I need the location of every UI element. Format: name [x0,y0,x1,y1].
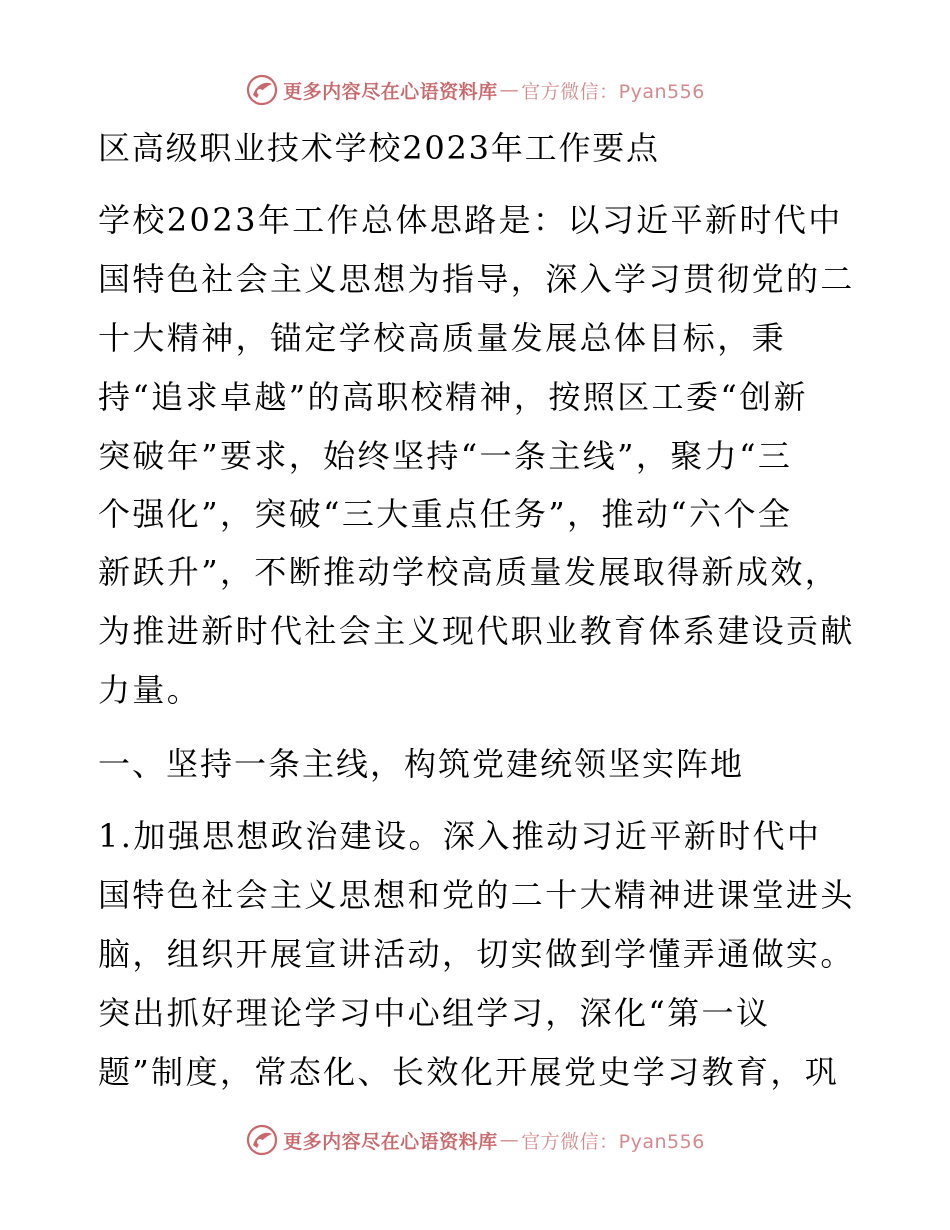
item-line: 题”制度，常态化、长效化开展党史学习教育，巩 [98,1053,840,1091]
intro-line: 力量。 [98,671,202,709]
brand-logo-icon [245,1123,279,1157]
item-line: 1.加强思想政治建设。深入推动习近平新时代中 [98,817,822,855]
intro-line: 持“追求卓越”的高职校精神，按照区工委“创新 [98,378,808,416]
intro-line: 学校2023年工作总体思路是：以习近平新时代中 [98,201,843,239]
watermark-brand: 更多内容尽在心语资料库 [283,1130,498,1153]
watermark-contact: 官方微信：Pyan556 [521,80,705,103]
item-line: 脑，组织开展宣讲活动，切实做到学懂弄通做实。 [98,935,855,973]
item-line: 国特色社会主义思想和党的二十大精神进课堂进头 [98,876,855,914]
intro-line: 个强化”，突破“三大重点任务”，推动“六个全 [98,495,793,533]
document-title: 区高级职业技术学校2023年工作要点 [98,129,660,167]
item-line: 突出抓好理论学习中心组学习，深化“第一议 [98,994,771,1032]
watermark-header [0,70,950,110]
watermark-dash: — [499,1129,520,1151]
intro-line: 突破年”要求，始终坚持“一条主线”，聚力“三 [98,437,793,475]
watermark-contact: 官方微信：Pyan556 [521,1130,705,1153]
intro-line: 十大精神，锚定学校高质量发展总体目标，秉 [98,319,787,357]
watermark-dash: — [499,79,520,101]
watermark-footer [0,1120,950,1160]
intro-line: 国特色社会主义思想为指导，深入学习贯彻党的二 [98,260,855,298]
intro-line: 为推进新时代社会主义现代职业教育体系建设贡献 [98,612,855,650]
intro-line: 新跃升”，不断推动学校高质量发展取得新成效， [98,553,840,591]
watermark-brand: 更多内容尽在心语资料库 [283,80,498,103]
section-heading: 一、坚持一条主线，构筑党建统领坚实阵地 [98,745,745,783]
brand-logo-icon [245,73,279,107]
